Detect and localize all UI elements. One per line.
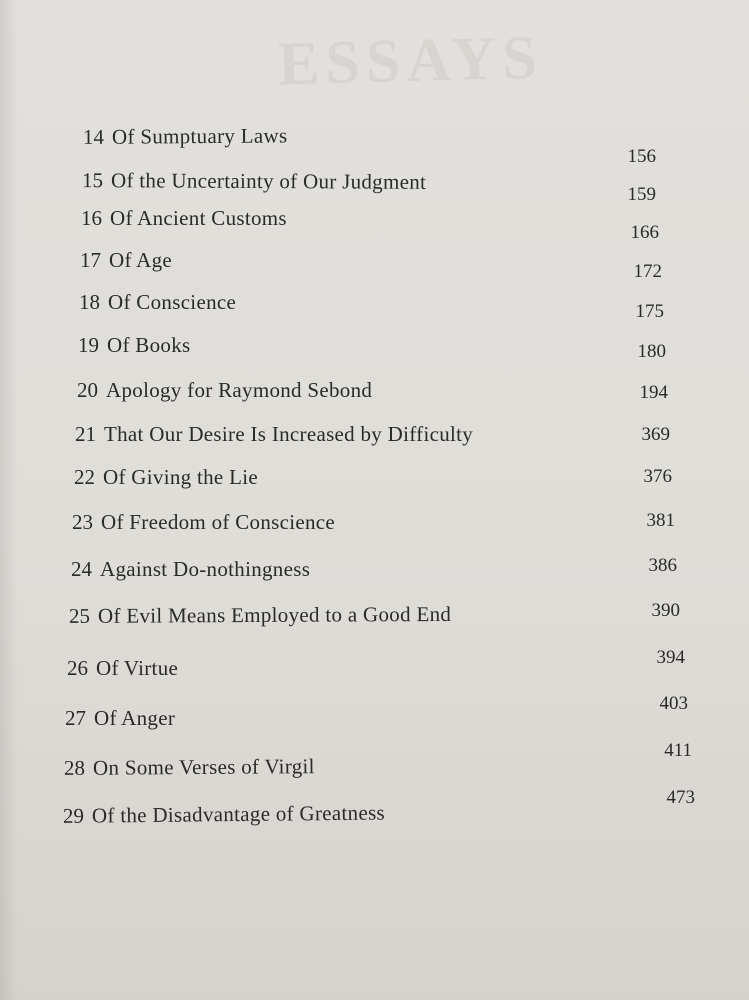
toc-entry-number: 16: [81, 206, 102, 230]
toc-entry-number: 24: [71, 557, 92, 581]
toc-entry-number: 15: [81, 168, 104, 193]
toc-entry-title: On Some Verses of Virgil: [92, 754, 315, 780]
toc-entry-title: Of Virtue: [96, 656, 179, 680]
toc-entry-title: Of Giving the Lie: [103, 465, 258, 489]
toc-entry-title: Of the Uncertainty of Our Judgment: [110, 168, 427, 194]
toc-entry-number: 17: [80, 248, 101, 272]
toc-entry-page: 180: [637, 341, 666, 362]
toc-entry-page: 376: [643, 466, 672, 487]
toc-entry-page: 156: [627, 146, 656, 167]
toc-entry-title: Of Evil Means Employed to a Good End: [97, 601, 452, 628]
toc-entry-title: Of Sumptuary Laws: [111, 123, 288, 149]
toc-entry-page: 386: [648, 555, 677, 576]
toc-entry-title: Of Freedom of Conscience: [101, 510, 336, 534]
toc-entry-number: 26: [67, 656, 88, 680]
toc-entry-number: 29: [62, 803, 85, 828]
toc-entry-page: 159: [627, 184, 656, 205]
toc-entry-page: 381: [646, 510, 675, 531]
toc-entry-page: 390: [651, 600, 680, 621]
toc-entry-page: 172: [633, 261, 662, 282]
toc-entry-number: 22: [74, 465, 95, 489]
toc-entry-number: 14: [82, 124, 105, 149]
toc-entry-title: Apology for Raymond Sebond: [106, 378, 373, 402]
toc-entry-title: Against Do-nothingness: [100, 557, 311, 581]
toc-entry-page: 473: [666, 787, 695, 808]
toc-entry-title: Of Anger: [94, 706, 176, 730]
toc-entry-page: 411: [664, 740, 692, 761]
toc-entry-number: 21: [75, 422, 96, 446]
toc-entry-page: 369: [641, 424, 670, 445]
toc-entry-title: Of Conscience: [108, 290, 237, 314]
toc-entry-page: 166: [630, 222, 659, 243]
toc-entry-number: 25: [68, 603, 91, 628]
toc-entry-title: Of Books: [107, 333, 191, 357]
toc-entry-page: 194: [639, 382, 668, 403]
toc-entry-number: 27: [65, 706, 86, 730]
toc-entry-page: 403: [659, 693, 688, 714]
toc-entry-title: Of Ancient Customs: [110, 206, 287, 230]
toc-entry-title: Of the Disadvantage of Greatness: [91, 800, 386, 828]
toc-entry-number: 20: [77, 378, 98, 402]
toc-entry-title: Of Age: [109, 248, 173, 272]
bleed-through-heading: ESSAYS: [277, 23, 544, 99]
toc-entry-number: 18: [79, 290, 100, 314]
toc-entry-title: That Our Desire Is Increased by Difficulty: [104, 422, 474, 446]
toc-entry-number: 23: [72, 510, 93, 534]
toc-entry-page: 394: [656, 647, 685, 668]
toc-entry-number: 19: [78, 333, 99, 357]
toc-entry-number: 28: [63, 755, 86, 780]
toc-entry-page: 175: [635, 301, 664, 322]
